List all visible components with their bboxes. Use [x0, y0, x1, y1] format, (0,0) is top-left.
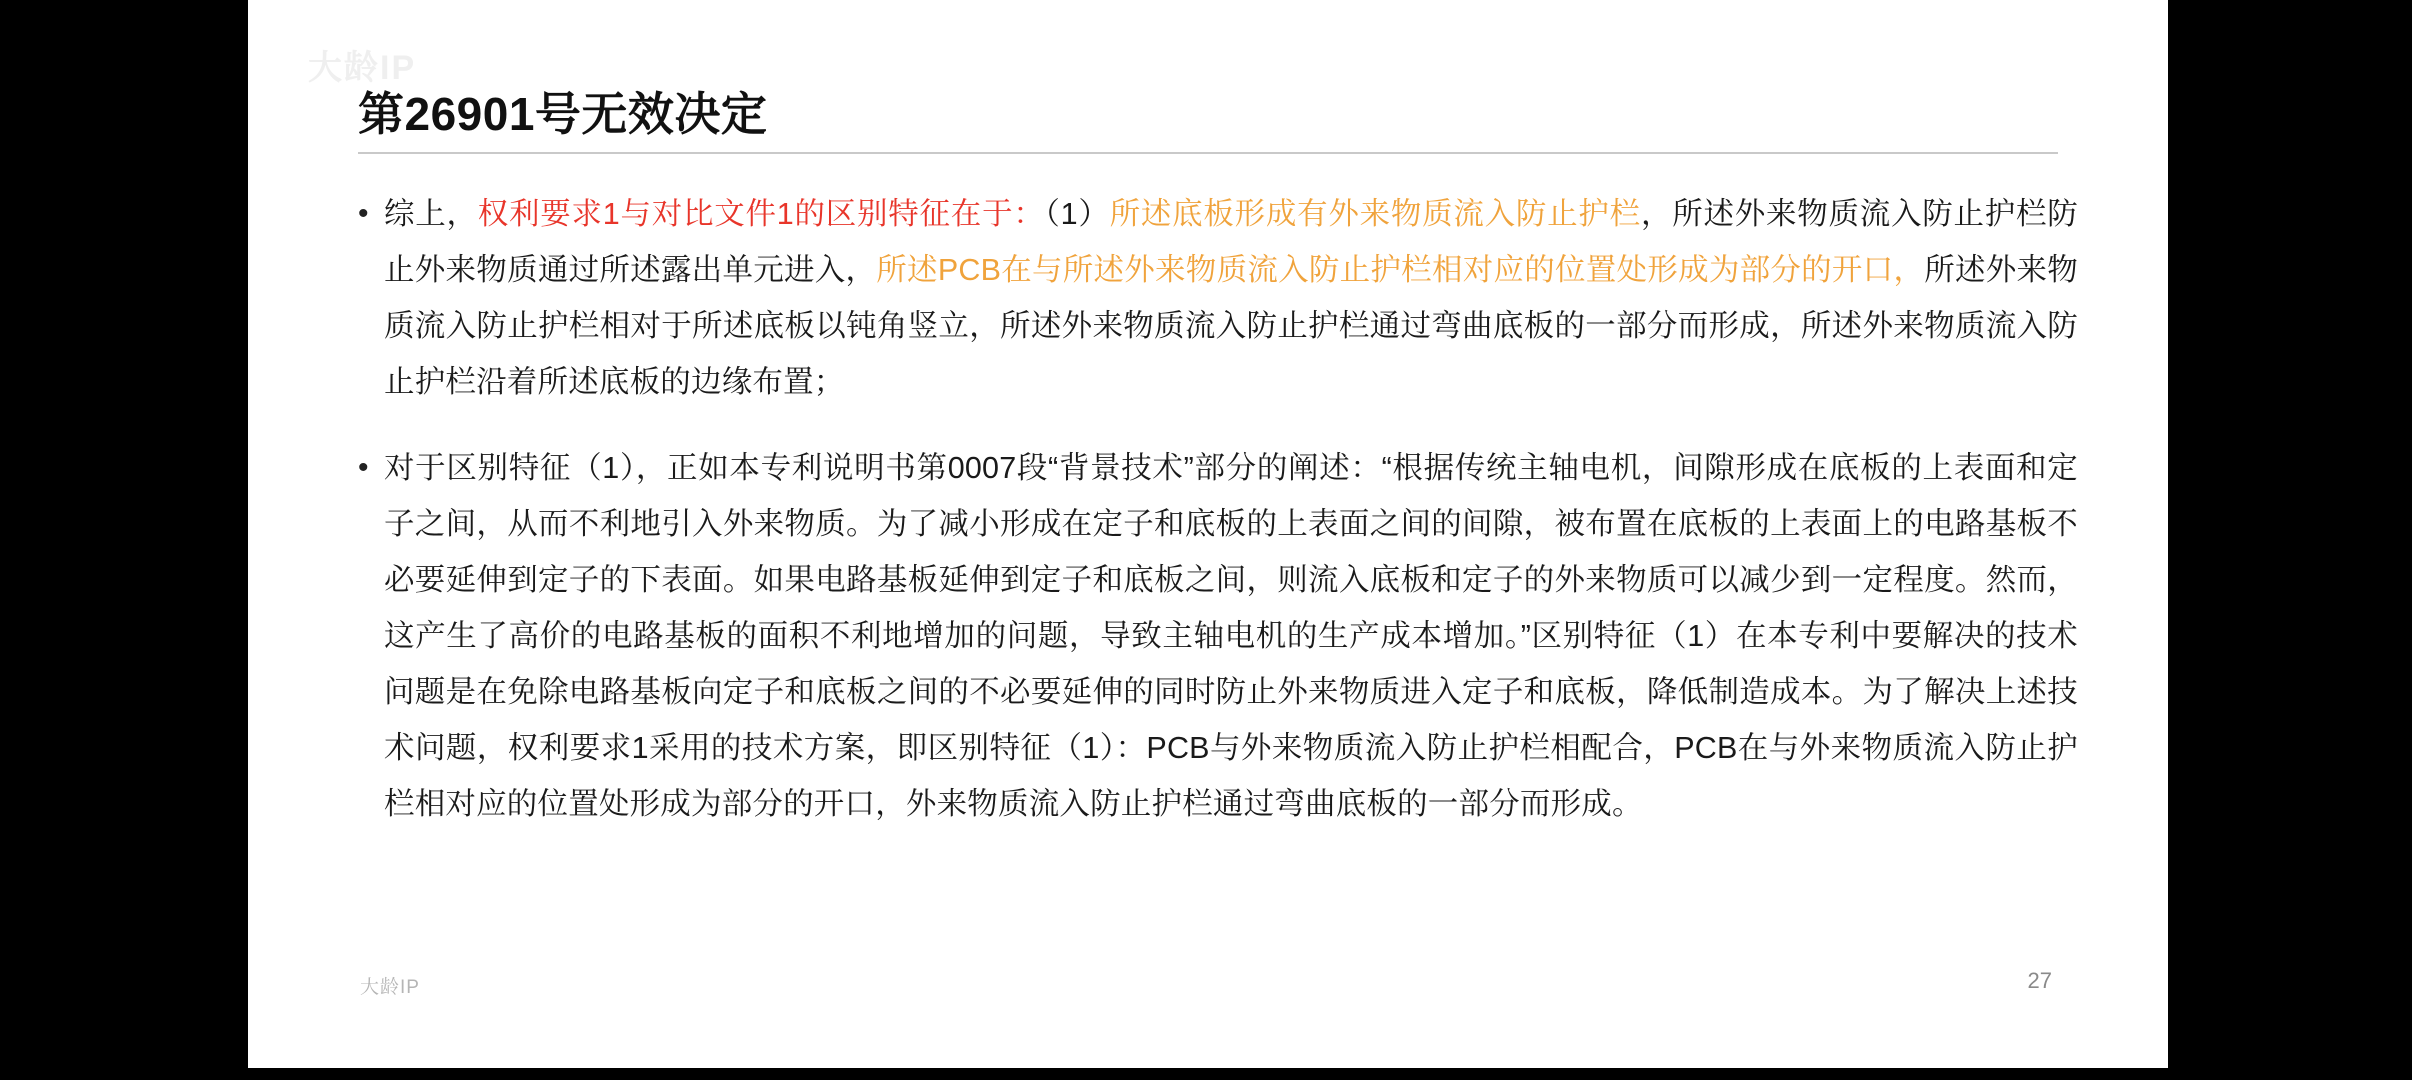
- text-segment-highlight-orange: 所述底板形成有外来物质流入防止护栏: [1109, 197, 1641, 231]
- text-segment-highlight-orange: 所述PCB在与所述外来物质流入防止护栏相对应的位置处形成为部分的开口，: [876, 253, 1925, 287]
- bullet-marker: •: [358, 451, 369, 484]
- slide-body: [358, 186, 2078, 862]
- slide-canvas: [248, 0, 2168, 1068]
- bullet-paragraph-2: [384, 440, 2078, 832]
- list-item: [358, 440, 2078, 832]
- page-title: 第26901号无效决定: [358, 88, 768, 140]
- title-divider: [358, 152, 2058, 154]
- text-segment: 所述外来物质流入防止护栏相对于所述底板以钝角竖立，所述外来物质流入防止护栏通过弯曲底板的一部分而形成，所述外来物质流入防止护栏沿着所述底板的边缘布置；: [384, 253, 2079, 399]
- letterbox-left: [0, 0, 248, 1080]
- watermark-top: 大龄IP: [308, 49, 417, 87]
- letterbox-right: [2168, 0, 2412, 1080]
- list-item: [358, 186, 2078, 410]
- footer-watermark: 大龄IP: [360, 977, 420, 998]
- page-number: 27: [2027, 968, 2052, 993]
- text-segment: ，所述外来物质流入防止护栏防止外来物质通过所述露出单元进入，: [384, 197, 2078, 287]
- text-segment-highlight-red: 权利要求1与对比文件1的区别特征在于：: [477, 197, 1045, 231]
- text-segment: 对于区别特征（1），正如本专利说明书第0007段“背景技术”部分的阐述：“根据传统主轴电机，间隙形成在底板的上表面和定子之间，从而不利地引入外来物质。为了减小形成在定子和底板的上表面之间的间隙，被布置在底板的上表面上的电路基板不必要延伸到定子的下表面。如果电路基板延伸到定子和底板之间，则流入底板和定子的外来物质可以减少到一定程度。然而，这产生了高价的电路基板的面积不利地增加的问题，导致主轴电机的生产成本增加。”区别特征（1）在本专利中要解决的技术问题是在免除电路基板向定子和底板之间的不必要延伸的同时防止外来物质进入定子和底板，降低制造成本。为了解决上述技术问题，权利要求1采用的技术方案，即区别特征（1）：PCB与外来物质流入防止护栏相配合，PCB在与外来物质流入防止护栏相对应的位置处形成为部分的开口，外来物质流入防止护栏通过弯曲底板的一部分而形成。: [384, 451, 2078, 821]
- letterbox-bottom: [0, 1068, 2412, 1080]
- text-segment: 综上，: [384, 197, 478, 231]
- bullet-marker: •: [358, 197, 369, 230]
- bullet-paragraph-1: [384, 186, 2078, 410]
- text-segment: （1）: [1044, 197, 1110, 231]
